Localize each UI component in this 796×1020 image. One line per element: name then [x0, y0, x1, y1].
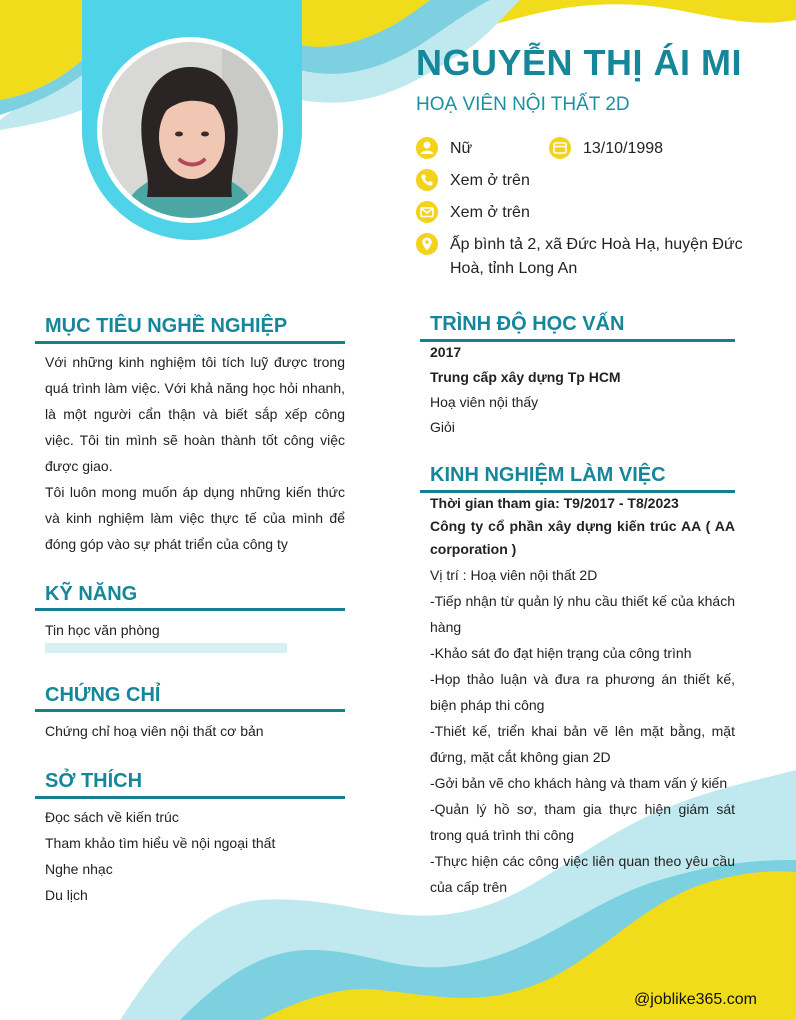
experience-period: Thời gian tham gia: T9/2017 - T8/2023 [430, 495, 679, 511]
experience-title: KINH NGHIỆM LÀM VIỆC [430, 464, 666, 486]
duty-item: -Họp thảo luận và đưa ra phương án thiết kế, biện pháp thi công [430, 671, 735, 713]
duty-item: -Thiết kế, triển khai bản vẽ lên mặt bằng, mặt đứng, mặt cắt không gian 2D [430, 723, 735, 765]
objective-paragraph-2: Tôi luôn mong muốn áp dụng những kiến thức và kinh nghiệm làm việc thực tế của mình để đóng góp vào sự phát triển của công ty [45, 484, 345, 552]
hobby-item: Đọc sách về kiến trúc [45, 809, 179, 825]
location-icon [416, 233, 438, 255]
candidate-name: NGUYỄN THỊ ÁI MI [416, 42, 743, 83]
hobbies-divider [35, 796, 345, 799]
calendar-icon [549, 137, 571, 159]
duty-item: -Quản lý hồ sơ, tham gia thực hiện giám sát trong quá trình thi công [430, 801, 735, 843]
address [450, 233, 750, 281]
phone-icon [416, 169, 438, 191]
email: Xem ở trên [450, 204, 530, 221]
education-major: Hoạ viên nội thấy [430, 394, 539, 410]
objective-text [45, 349, 345, 557]
skill-item: Tin học văn phòng [45, 622, 160, 638]
education-details [430, 340, 735, 440]
hobby-item: Du lịch [45, 887, 88, 903]
education-year: 2017 [430, 344, 462, 360]
education-school: Trung cấp xây dựng Tp HCM [430, 369, 621, 385]
gender: Nữ [450, 140, 473, 157]
hobby-item: Nghe nhạc [45, 861, 113, 877]
person-icon [416, 137, 438, 159]
experience-header [430, 492, 735, 561]
candidate-role: HOẠ VIÊN NỘI THẤT 2D [416, 94, 630, 115]
experience-company: Công ty cổ phần xây dựng kiến trúc AA ( AA corporation ) [430, 518, 735, 557]
objective-paragraph-1: Với những kinh nghiệm tôi tích luỹ được trong quá trình làm việc. Với khả năng học hỏi nhanh, là một người cẩn thận và biết sắp xếp công việc. Tôi tin mình sẽ hoàn thành tốt công việc được giao. [45, 354, 345, 474]
birthday: 13/10/1998 [583, 140, 664, 157]
skill-level-bar [45, 643, 287, 653]
address-line-2: Hoà, tỉnh Long An [450, 260, 578, 277]
hobbies-title: SỞ THÍCH [45, 770, 143, 792]
education-title: TRÌNH ĐỘ HỌC VẤN [430, 313, 625, 335]
certificates-title: CHỨNG CHỈ [45, 684, 161, 706]
phone: Xem ở trên [450, 172, 530, 189]
duty-item: -Tiếp nhận từ quản lý nhu cầu thiết kế của khách hàng [430, 593, 735, 635]
experience-duties [430, 562, 735, 900]
duty-item: -Gởi bản vẽ cho khách hàng và tham vấn ý kiến [430, 775, 728, 791]
education-grade: Giỏi [430, 419, 455, 435]
duty-item: -Khảo sát đo đạt hiện trạng của công trình [430, 645, 692, 661]
experience-position: Vị trí : Hoạ viên nội thất 2D [430, 567, 598, 583]
skills-divider [35, 608, 345, 611]
email-icon [416, 201, 438, 223]
address-line-1: Ấp bình tả 2, xã Đức Hoà Hạ, huyện Đức [450, 236, 743, 253]
watermark: @joblike365.com [634, 991, 757, 1008]
profile-photo [102, 42, 278, 218]
objective-title: MỤC TIÊU NGHỀ NGHIỆP [45, 315, 288, 337]
skills-title: KỸ NĂNG [45, 583, 138, 605]
certificates-divider [35, 709, 345, 712]
duty-item: -Thực hiện các công việc liên quan theo yêu cầu của cấp trên [430, 853, 735, 895]
objective-divider [35, 341, 345, 344]
hobbies-list [45, 804, 345, 908]
certificate-item: Chứng chỉ hoạ viên nội thất cơ bản [45, 723, 264, 739]
hobby-item: Tham khảo tìm hiểu về nội ngoại thất [45, 835, 276, 851]
